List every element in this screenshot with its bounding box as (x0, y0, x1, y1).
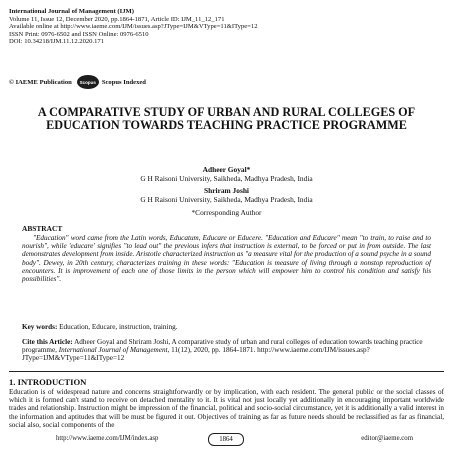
author-name: Shriram Joshi (204, 186, 249, 195)
citation-label: Cite this Article: (22, 338, 73, 346)
citation-text: Adheer Goyal and Shriram Joshi, A comparative study of urban and rural colleges of education towards teaching practice programme, (22, 338, 423, 355)
keywords-line (22, 323, 431, 331)
footer-url[interactable]: http://www.iaeme.com/IJM/index.asp (56, 435, 159, 442)
corresponding-author-note: *Corresponding Author (191, 208, 262, 217)
journal-volume-info: Volume 11, Issue 12, December 2020, pp.1864-1871, Article ID: IJM_11_12_171 (9, 15, 225, 23)
author-affiliation: G H Raisoni University, Saikheda, Madhya Pradesh, India (140, 174, 313, 183)
citation-journal: International Journal of Management, (58, 346, 170, 355)
footer-email[interactable]: editor@iaeme.com (361, 435, 413, 442)
journal-issn: ISSN Print: 0976-6502 and ISSN Online: 0976-6510 (9, 30, 149, 38)
section-body-text: Education is of widespread nature and concerns straightforwardly or by implication, with each resident. The general public or the social classes of which it is formed can't stand to receive on detached mentality to it. It is vital not just locally yet additionally in encouraging important worldwide trades and relationship. Instruction might be impression of the financial, political and socio-social circumstance, yet it is additionally a valid interest in the information and aptitudes that will be must be figured it out. Objectives of training as far as future needs should be reclassified as far as financial, social also, social components of the (9, 388, 444, 429)
section-heading: 1. INTRODUCTION (9, 377, 87, 387)
journal-title: International Journal of Management (IJM) (9, 8, 134, 15)
journal-availability[interactable]: Available online at http://www.iaeme.com/IJM/issues.asp?JType=IJM&VType=11&IType=12 (9, 23, 258, 30)
keywords-text: Education, Educare, instruction, training. (59, 323, 178, 331)
author-affiliation: G H Raisoni University, Saikheda, Madhya Pradesh, India (140, 195, 313, 204)
citation-block (22, 338, 431, 363)
citation-url[interactable]: http://www.iaeme.com/IJM/issues.asp?JType=IJM&VType=11&IType=12 (22, 346, 370, 363)
publisher-row (9, 75, 146, 89)
scopus-indexed-label: Scopus Indexed (101, 78, 146, 86)
journal-doi[interactable]: DOI: 10.34218/IJM.11.12.2020.171 (9, 38, 104, 45)
citation-tail: 11(12), 2020, pp. 1864-1871. (171, 346, 256, 355)
publisher-label: © IAEME Publication (9, 78, 72, 86)
abstract-text: "Education" word came from the Latin words, Educatum, Educare or Educere. "Education and Educare" mean "to train, to raise and to nourish", while 'educare' signifies "to lead out" the previous infers that instruction is external, to be forced or put in from outside. The last demonstrates development from inside. Aristotle characterized instruction as "a measure vital for the production of a sound psyche in a sound body". Dewey, in 20th century, characterizes training in these words: "Education is measure of living through a nonstop reproduction of encounters. It is improvement of each one of those limits in the person which will empower him to control his condition and satisfy his possibilities". (22, 234, 431, 284)
scopus-logo-icon: Scopus (77, 75, 99, 89)
journal-header (9, 8, 258, 46)
section-divider (9, 371, 444, 372)
abstract-heading: ABSTRACT (22, 224, 63, 233)
author-name: Adheer Goyal* (202, 165, 251, 174)
paper-title: A COMPARATIVE STUDY OF URBAN AND RURAL COLLEGES OF EDUCATION TOWARDS TEACHING PRACTICE PROGRAMME (37, 105, 416, 133)
keywords-label: Key words: (22, 323, 58, 331)
page-number: 1864 (208, 433, 244, 446)
